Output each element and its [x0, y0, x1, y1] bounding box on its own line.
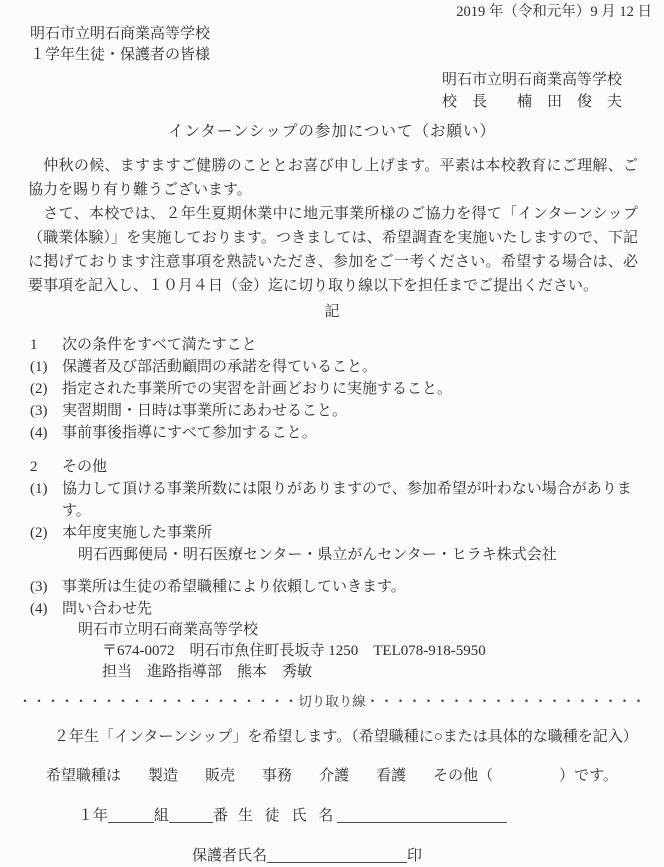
- cutline-dots-right: ・・・・・・・・・・・・・・・・・・・・: [365, 694, 646, 709]
- sender-school: 明石市立明石商業高等学校: [441, 72, 622, 88]
- list-item-text: 事前事後指導にすべて参加すること。: [62, 425, 317, 441]
- cutline: [0, 693, 664, 711]
- seal-label: 印: [407, 848, 423, 864]
- list-item-text: 実習期間・日時は事業所にあわせること。: [62, 403, 348, 419]
- occupation-other-label: その他（: [433, 768, 494, 784]
- form-statement: ２年生「インターンシップ」を希望します。（希望職種に○または具体的な職種を記入）: [54, 729, 638, 745]
- section-heading: 次の条件をすべて満たすこと: [62, 337, 257, 353]
- section-number: 1: [30, 337, 38, 353]
- list-item: [30, 356, 646, 378]
- contact-person-line: 担当 進路指導部 熊本 秀敏: [102, 664, 313, 680]
- list-item-text: 事業所は生徒の希望職種により依頼していきます。: [62, 579, 406, 595]
- list-item-text: 本年度実施した事業所: [62, 525, 213, 541]
- occupation-option: 介護: [319, 768, 350, 784]
- list-item: [30, 598, 646, 620]
- greeting-paragraph: 仲秋の候、ますますご健勝のこととお喜び申し上げます。平素は本校教育にご理解、ご協力を賜り有り難うございます。: [28, 158, 638, 198]
- list-item-number: (4): [30, 425, 48, 441]
- student-name-label: 生 徒 氏 名: [238, 808, 338, 824]
- list-item: [30, 576, 646, 598]
- guardian-name-label: 保護者氏名: [192, 848, 268, 864]
- letter-body: [28, 154, 638, 298]
- recipient-school: 明石市立明石商業高等学校: [30, 26, 211, 42]
- occupation-prefix: 希望職種は: [46, 768, 122, 784]
- cutline-label: 切り取り線: [298, 694, 366, 709]
- list-item-number: (3): [30, 579, 48, 595]
- list-item: [30, 478, 646, 522]
- guardian-name-blank: [267, 844, 407, 863]
- businesses-line: 明石西郵便局・明石医療センター・県立がんセンター・ヒラキ株式会社: [78, 547, 557, 563]
- list-item-number: (3): [30, 403, 48, 419]
- occupation-option: 製造: [148, 768, 179, 784]
- list-item-number: (1): [30, 359, 48, 375]
- number-label: 番: [213, 808, 229, 824]
- list-item: [30, 400, 646, 422]
- sender-principal: 校 長 楠 田 俊 夫: [441, 94, 622, 110]
- list-item-number: (2): [30, 525, 48, 541]
- document-date: 2019 年（令和元年）9 月 12 日: [456, 4, 652, 20]
- contact-school-line: 明石市立明石商業高等学校: [78, 622, 259, 638]
- recipient-audience: １学年生徒・保護者の皆様: [30, 47, 211, 63]
- list-item-text: 問い合わせ先: [62, 601, 153, 617]
- section-heading: その他: [62, 459, 108, 475]
- list-item-number: (4): [30, 601, 48, 617]
- list-item-text: 指定された事業所での実習を計画どおりに実施すること。: [62, 381, 453, 397]
- occupation-option: 販売: [205, 768, 236, 784]
- main-paragraph: さて、本校では、２年生夏期休業中に地元事業所様のご協力を得て「インターンシップ（職業体験）」を実施しております。つきましては、希望調査を実施いたしますので、下記に掲げております注意事項を熟読いただき、参加をご一考ください。希望する場合は、必要事項を記入し、１０月４日（金）迄に切り取り線以下を担任までご提出ください。: [28, 206, 638, 294]
- class-label: 組: [154, 808, 170, 824]
- student-info-line: [78, 804, 664, 827]
- occupation-choice-line: [46, 766, 664, 787]
- section-2-other: [30, 456, 646, 683]
- occupation-other-suffix: ）です。: [559, 768, 618, 784]
- guardian-info-line: [192, 844, 664, 867]
- section-1-conditions: [30, 334, 646, 444]
- record-mark: 記: [324, 304, 340, 320]
- occupation-option: 事務: [262, 768, 293, 784]
- grade-label: １年: [78, 808, 109, 824]
- contact-address-line: 〒674-0072 明石市魚住町長坂寺 1250 TEL078-918-5950: [102, 643, 486, 659]
- occupation-option: 看護: [376, 768, 407, 784]
- recipient-block: [30, 24, 664, 66]
- cutline-dots-left: ・・・・・・・・・・・・・・・・・・・・: [18, 694, 299, 709]
- number-blank: [169, 804, 213, 823]
- section-number: 2: [30, 459, 38, 475]
- list-gap: [30, 566, 646, 576]
- sender-block: [442, 69, 622, 113]
- class-blank: [108, 804, 154, 823]
- section-1-heading-row: [30, 334, 646, 356]
- list-item-text: 協力して頂ける事業所数には限りがありますので、参加希望が叶わない場合があります。: [62, 481, 632, 519]
- list-item-number: (1): [30, 481, 48, 497]
- document-title: インターンシップの参加について（お願い）: [167, 123, 497, 140]
- list-item-text: 保護者及び部活動顧問の承諾を得ていること。: [62, 359, 378, 375]
- section-2-heading-row: [30, 456, 646, 478]
- student-name-blank: [337, 804, 507, 823]
- list-item: [30, 522, 646, 544]
- list-item: [30, 378, 646, 400]
- list-item: [30, 422, 646, 444]
- list-item-number: (2): [30, 381, 48, 397]
